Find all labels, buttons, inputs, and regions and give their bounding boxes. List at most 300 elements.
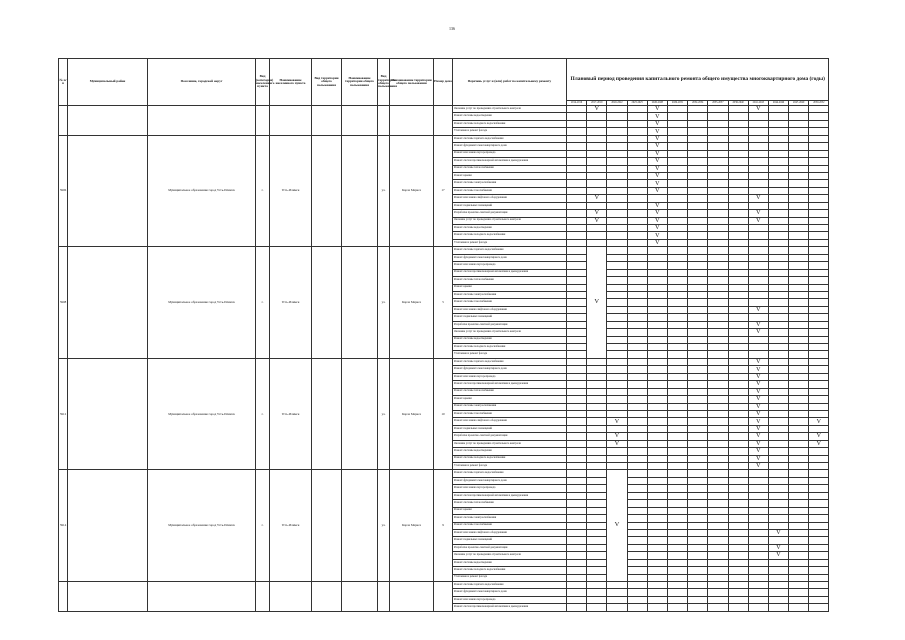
year-header: 2023-2025: [627, 101, 647, 106]
period-mark-cell: [627, 158, 647, 165]
period-mark-cell: [587, 225, 607, 232]
period-mark-cell: [607, 396, 627, 403]
period-mark-cell: [587, 574, 607, 581]
year-header: 2017-2019: [587, 101, 607, 106]
work-item-cell: Оказание услуг по проведению строительного контроля: [453, 329, 567, 336]
period-mark-cell: V: [647, 150, 667, 157]
period-mark-cell: [667, 202, 687, 209]
year-header: 2026-2028: [647, 101, 667, 106]
period-mark-cell: [627, 552, 647, 559]
period-mark-cell: [809, 217, 829, 224]
period-mark-cell: [627, 135, 647, 142]
period-mark-cell: V: [647, 106, 667, 113]
period-mark-cell: [728, 291, 748, 298]
period-mark-cell: [789, 187, 809, 194]
period-mark-cell: [728, 232, 748, 239]
period-mark-cell: V: [748, 106, 768, 113]
period-mark-cell: [667, 440, 687, 447]
period-mark-cell: V: [647, 172, 667, 179]
header-district: Муниципальный район: [68, 59, 148, 106]
period-mark-cell: [809, 306, 829, 313]
period-mark-cell: [708, 329, 728, 336]
header-works: Перечень услуг и (или) работ по капитальному ремонту: [453, 59, 567, 106]
period-mark-cell: [587, 366, 607, 373]
period-mark-cell: [728, 329, 748, 336]
period-mark-cell: [809, 351, 829, 358]
period-mark-cell: [728, 135, 748, 142]
period-mark-cell: [627, 314, 647, 321]
period-mark-cell: [728, 225, 748, 232]
period-mark-cell: [728, 373, 748, 380]
period-mark-cell: [708, 366, 728, 373]
period-mark-cell: [688, 262, 708, 269]
district-cell: [68, 582, 148, 612]
period-mark-cell: [627, 165, 647, 172]
period-mark-cell: [708, 150, 728, 157]
period-mark-cell: [768, 143, 788, 150]
period-mark-cell: [768, 604, 788, 611]
district-cell: [68, 358, 148, 470]
period-mark-cell: [768, 351, 788, 358]
work-item-cell: Ремонт системы водоотведения: [453, 336, 567, 343]
period-mark-cell: [748, 537, 768, 544]
settlement-type-cell: [256, 106, 270, 136]
period-mark-cell: [688, 306, 708, 313]
period-mark-cell: [567, 254, 587, 261]
period-mark-cell: [789, 582, 809, 589]
period-mark-cell: [567, 366, 587, 373]
period-mark-cell: [789, 239, 809, 246]
period-mark-cell: V: [587, 210, 607, 217]
period-mark-cell: [587, 500, 607, 507]
work-item-cell: Разработка проектно-сметной документации: [453, 210, 567, 217]
period-mark-cell: [667, 210, 687, 217]
period-mark-cell: [647, 552, 667, 559]
period-mark-cell: [567, 544, 587, 551]
building-type-cell: [378, 106, 390, 136]
period-mark-cell: [708, 247, 728, 254]
period-mark-cell: [667, 239, 687, 246]
period-mark-cell: [768, 344, 788, 351]
period-mark-cell: [789, 314, 809, 321]
period-mark-cell: [789, 254, 809, 261]
period-mark-cell: [748, 351, 768, 358]
period-mark-cell: [567, 321, 587, 328]
period-mark-cell: [627, 291, 647, 298]
period-mark-cell: [748, 180, 768, 187]
period-mark-cell: [728, 336, 748, 343]
period-mark-cell: [708, 582, 728, 589]
period-mark-cell: [627, 247, 647, 254]
work-item-cell: Ремонт системы газоснабжения: [453, 299, 567, 306]
work-item-cell: Утепление и ремонт фасада: [453, 463, 567, 470]
period-mark-cell: [789, 344, 809, 351]
period-mark-cell: [768, 559, 788, 566]
period-mark-cell: [768, 239, 788, 246]
period-mark-cell: [768, 269, 788, 276]
period-mark-cell: [567, 500, 587, 507]
house-no-cell: 10: [434, 358, 453, 470]
period-mark-cell: [567, 195, 587, 202]
period-mark-cell: [627, 433, 647, 440]
table-row: [59, 582, 829, 589]
period-mark-cell: [688, 210, 708, 217]
period-mark-cell: [567, 470, 587, 477]
work-item-cell: Ремонт системы теплоснабжения: [453, 277, 567, 284]
period-mark-cell: [728, 172, 748, 179]
period-mark-cell: [708, 277, 728, 284]
period-mark-cell: [789, 232, 809, 239]
period-mark-cell: [688, 455, 708, 462]
period-mark-cell: [607, 269, 627, 276]
period-mark-cell: [768, 522, 788, 529]
period-mark-cell: [708, 567, 728, 574]
period-mark-cell: [809, 299, 829, 306]
period-mark-cell: [809, 232, 829, 239]
period-mark-cell: [667, 529, 687, 536]
period-mark-cell: [587, 477, 607, 484]
period-mark-cell: [809, 135, 829, 142]
period-mark-cell: [708, 433, 728, 440]
period-mark-cell: [789, 492, 809, 499]
period-mark-cell: [567, 247, 587, 254]
period-mark-cell: [809, 388, 829, 395]
period-mark-cell: [748, 604, 768, 611]
period-mark-cell: [789, 388, 809, 395]
period-mark-cell: [748, 150, 768, 157]
work-item-cell: Ремонт или замена лифтового оборудования: [453, 195, 567, 202]
period-mark-cell: [567, 329, 587, 336]
period-mark-cell: [567, 448, 587, 455]
period-mark-cell: [647, 448, 667, 455]
period-mark-cell: V: [587, 106, 607, 113]
period-mark-cell: V: [647, 217, 667, 224]
work-item-cell: Ремонт крыши: [453, 284, 567, 291]
period-mark-cell: [809, 225, 829, 232]
period-mark-cell: [688, 529, 708, 536]
period-mark-cell: V: [748, 448, 768, 455]
work-item-cell: Ремонт системы теплоснабжения: [453, 500, 567, 507]
period-mark-cell: [587, 180, 607, 187]
period-mark-cell: [789, 306, 809, 313]
period-mark-cell: [708, 544, 728, 551]
period-mark-cell: [708, 143, 728, 150]
period-mark-cell: [809, 344, 829, 351]
period-mark-cell: [647, 529, 667, 536]
period-mark-cell: [627, 113, 647, 120]
period-mark-cell: [627, 358, 647, 365]
period-mark-cell: [688, 195, 708, 202]
period-mark-cell: [688, 299, 708, 306]
period-mark-cell: [567, 113, 587, 120]
period-mark-cell: [587, 596, 607, 603]
period-mark-cell: [607, 172, 627, 179]
period-mark-cell: V: [748, 388, 768, 395]
period-mark-cell: [728, 187, 748, 194]
period-mark-cell: [728, 277, 748, 284]
period-mark-cell: [789, 373, 809, 380]
period-mark-cell: [728, 522, 748, 529]
period-mark-cell: [768, 247, 788, 254]
period-mark-cell: [789, 485, 809, 492]
period-mark-cell: [748, 135, 768, 142]
period-mark-cell: [768, 262, 788, 269]
period-mark-cell: [809, 336, 829, 343]
period-mark-cell: [607, 336, 627, 343]
year-header: 2032-2034: [688, 101, 708, 106]
period-mark-cell: [728, 366, 748, 373]
work-item-cell: Ремонт системы водоотведения: [453, 225, 567, 232]
period-mark-cell: [627, 180, 647, 187]
year-header: 2020-2022: [607, 101, 627, 106]
period-mark-cell: [708, 225, 728, 232]
period-mark-cell: [809, 515, 829, 522]
period-mark-cell: [768, 232, 788, 239]
period-mark-cell: [607, 403, 627, 410]
period-mark-cell: [647, 195, 667, 202]
year-header: 2047-2049: [789, 101, 809, 106]
work-item-cell: Ремонт системы горячего водоснабжения: [453, 135, 567, 142]
period-mark-cell: [667, 396, 687, 403]
year-header: 2050-2052: [809, 101, 829, 106]
district-cell: [68, 135, 148, 247]
period-mark-cell: [607, 589, 627, 596]
period-mark-cell: [647, 507, 667, 514]
period-mark-cell: [667, 559, 687, 566]
period-mark-cell: [809, 381, 829, 388]
street-name-cell: [342, 358, 378, 470]
period-mark-cell: [789, 522, 809, 529]
period-mark-cell: [708, 529, 728, 536]
period-mark-cell: [567, 210, 587, 217]
period-mark-cell: [647, 440, 667, 447]
work-item-cell: Ремонт фундамента многоквартирного дома: [453, 143, 567, 150]
period-mark-cell: [789, 351, 809, 358]
period-mark-cell: [728, 552, 748, 559]
period-mark-cell: V: [647, 120, 667, 127]
year-header: 2014-2016: [567, 101, 587, 106]
period-mark-cell: [647, 269, 667, 276]
period-mark-cell: [647, 358, 667, 365]
work-item-cell: Ремонт системы горячего водоснабжения: [453, 247, 567, 254]
period-mark-cell: V: [809, 418, 829, 425]
period-mark-cell: [627, 582, 647, 589]
period-mark-cell: [647, 567, 667, 574]
header-house-no: Номер дома: [434, 59, 453, 106]
period-mark-cell: [627, 388, 647, 395]
period-mark-cell: [768, 567, 788, 574]
period-mark-cell: [587, 440, 607, 447]
period-mark-cell: [667, 128, 687, 135]
period-mark-cell: [728, 582, 748, 589]
period-mark-cell: [748, 299, 768, 306]
period-mark-cell: [567, 150, 587, 157]
period-mark-cell: [667, 158, 687, 165]
period-mark-cell: [627, 425, 647, 432]
period-mark-cell: [728, 351, 748, 358]
period-mark-cell: [627, 463, 647, 470]
header-settlement-type: Вид (категория) населенного пункта: [256, 59, 270, 106]
work-item-cell: Ремонт систем противопожарной автоматики и дымоудаления: [453, 269, 567, 276]
period-mark-cell: [647, 306, 667, 313]
period-mark-cell: [708, 358, 728, 365]
period-mark-cell: [789, 552, 809, 559]
period-mark-cell: [768, 336, 788, 343]
work-item-cell: Ремонт систем противопожарной автоматики и дымоудаления: [453, 158, 567, 165]
period-mark-cell: [708, 128, 728, 135]
period-mark-cell: [708, 477, 728, 484]
period-mark-cell: [607, 135, 627, 142]
period-mark-cell: [667, 329, 687, 336]
period-mark-cell: [607, 351, 627, 358]
settlement-cell: Муниципальное образование город Усть-Илимск: [148, 470, 256, 582]
period-mark-cell: [728, 210, 748, 217]
period-mark-cell: V: [647, 180, 667, 187]
period-mark-cell: [567, 172, 587, 179]
period-mark-cell: [667, 106, 687, 113]
period-mark-cell: [789, 433, 809, 440]
period-mark-cell: [789, 418, 809, 425]
period-mark-cell: V: [647, 232, 667, 239]
period-mark-cell: [789, 336, 809, 343]
period-mark-cell: [748, 284, 768, 291]
period-mark-cell: [768, 158, 788, 165]
period-mark-cell: [708, 403, 728, 410]
house-no-cell: 9: [434, 470, 453, 582]
period-mark-cell: [587, 567, 607, 574]
period-mark-cell: [647, 574, 667, 581]
period-mark-cell: [748, 165, 768, 172]
period-mark-cell: [587, 418, 607, 425]
period-mark-cell: [567, 180, 587, 187]
period-mark-cell: [728, 247, 748, 254]
period-mark-cell: [587, 150, 607, 157]
period-mark-cell: [789, 500, 809, 507]
work-item-cell: Оказание услуг по проведению строительного контроля: [453, 552, 567, 559]
work-item-cell: Ремонт фундамента многоквартирного дома: [453, 477, 567, 484]
period-mark-cell: [789, 165, 809, 172]
house-no-cell: [434, 582, 453, 612]
period-mark-cell: [809, 567, 829, 574]
period-mark-cell: [728, 470, 748, 477]
period-mark-cell: [708, 455, 728, 462]
period-mark-cell: [567, 314, 587, 321]
period-mark-cell: [708, 470, 728, 477]
period-mark-cell: [667, 589, 687, 596]
period-mark-cell: [667, 537, 687, 544]
period-mark-cell: [809, 410, 829, 417]
period-mark-cell: [688, 537, 708, 544]
period-mark-cell: V: [748, 396, 768, 403]
period-mark-cell: [647, 277, 667, 284]
period-mark-cell: [728, 455, 748, 462]
period-mark-cell: V: [748, 329, 768, 336]
period-mark-cell: [789, 195, 809, 202]
street-type-cell: [312, 358, 342, 470]
period-mark-cell: [768, 396, 788, 403]
work-item-cell: Ремонт или замена мусоропровода: [453, 373, 567, 380]
period-mark-cell: [789, 425, 809, 432]
period-mark-cell: [789, 225, 809, 232]
period-mark-cell: [708, 202, 728, 209]
period-mark-cell: V: [647, 143, 667, 150]
work-item-cell: Оказание услуг по проведению строительного контроля: [453, 217, 567, 224]
period-mark-cell: V: [748, 210, 768, 217]
period-mark-cell: [789, 172, 809, 179]
period-mark-cell: [809, 195, 829, 202]
work-item-cell: Утепление и ремонт фасада: [453, 239, 567, 246]
period-mark-cell: [647, 582, 667, 589]
period-mark-cell: [728, 202, 748, 209]
period-mark-cell: [667, 351, 687, 358]
period-mark-cell: [567, 529, 587, 536]
work-item-cell: Ремонт системы холодного водоснабжения: [453, 232, 567, 239]
building-name-cell: Карла Маркса: [390, 470, 434, 582]
settlement-type-cell: г.: [256, 358, 270, 470]
period-mark-cell: [627, 477, 647, 484]
period-mark-cell: [647, 522, 667, 529]
period-mark-cell: [627, 440, 647, 447]
period-mark-cell: [809, 448, 829, 455]
period-mark-cell: [627, 366, 647, 373]
period-mark-cell: [748, 522, 768, 529]
period-mark-cell: [789, 217, 809, 224]
period-mark-cell: [667, 187, 687, 194]
period-mark-cell: [567, 277, 587, 284]
building-type-cell: [378, 582, 390, 612]
year-header: 2029-2031: [667, 101, 687, 106]
period-mark-cell: [728, 299, 748, 306]
period-mark-cell: [587, 396, 607, 403]
period-mark-cell: [567, 202, 587, 209]
period-mark-cell: [748, 574, 768, 581]
period-mark-cell: [647, 410, 667, 417]
work-item-cell: Ремонт системы водоотведения: [453, 113, 567, 120]
period-mark-cell: V: [748, 403, 768, 410]
period-mark-cell: [607, 187, 627, 194]
period-mark-cell: [587, 559, 607, 566]
period-mark-cell: [728, 269, 748, 276]
period-mark-cell: [627, 143, 647, 150]
period-mark-cell: [809, 210, 829, 217]
period-mark-cell: [728, 381, 748, 388]
period-mark-cell: [728, 180, 748, 187]
period-mark-cell: [587, 485, 607, 492]
period-mark-cell: [748, 515, 768, 522]
work-item-cell: Ремонт системы газоснабжения: [453, 522, 567, 529]
period-mark-cell: [627, 544, 647, 551]
period-mark-cell: [688, 202, 708, 209]
period-mark-cell: [708, 239, 728, 246]
period-mark-cell: [708, 388, 728, 395]
period-mark-cell: [688, 336, 708, 343]
period-mark-cell: [728, 321, 748, 328]
period-mark-cell: [748, 254, 768, 261]
period-mark-cell: [708, 410, 728, 417]
period-mark-cell: [809, 202, 829, 209]
period-mark-cell: [809, 463, 829, 470]
period-mark-cell: [627, 277, 647, 284]
period-mark-cell: [708, 515, 728, 522]
period-mark-cell: [748, 143, 768, 150]
period-mark-cell: [567, 269, 587, 276]
table-row: [59, 247, 829, 254]
period-mark-cell: [688, 381, 708, 388]
header-settlement: Поселение, городской округ: [148, 59, 256, 106]
period-mark-cell: [647, 321, 667, 328]
work-item-cell: Утепление и ремонт фасада: [453, 128, 567, 135]
period-mark-cell: [728, 410, 748, 417]
